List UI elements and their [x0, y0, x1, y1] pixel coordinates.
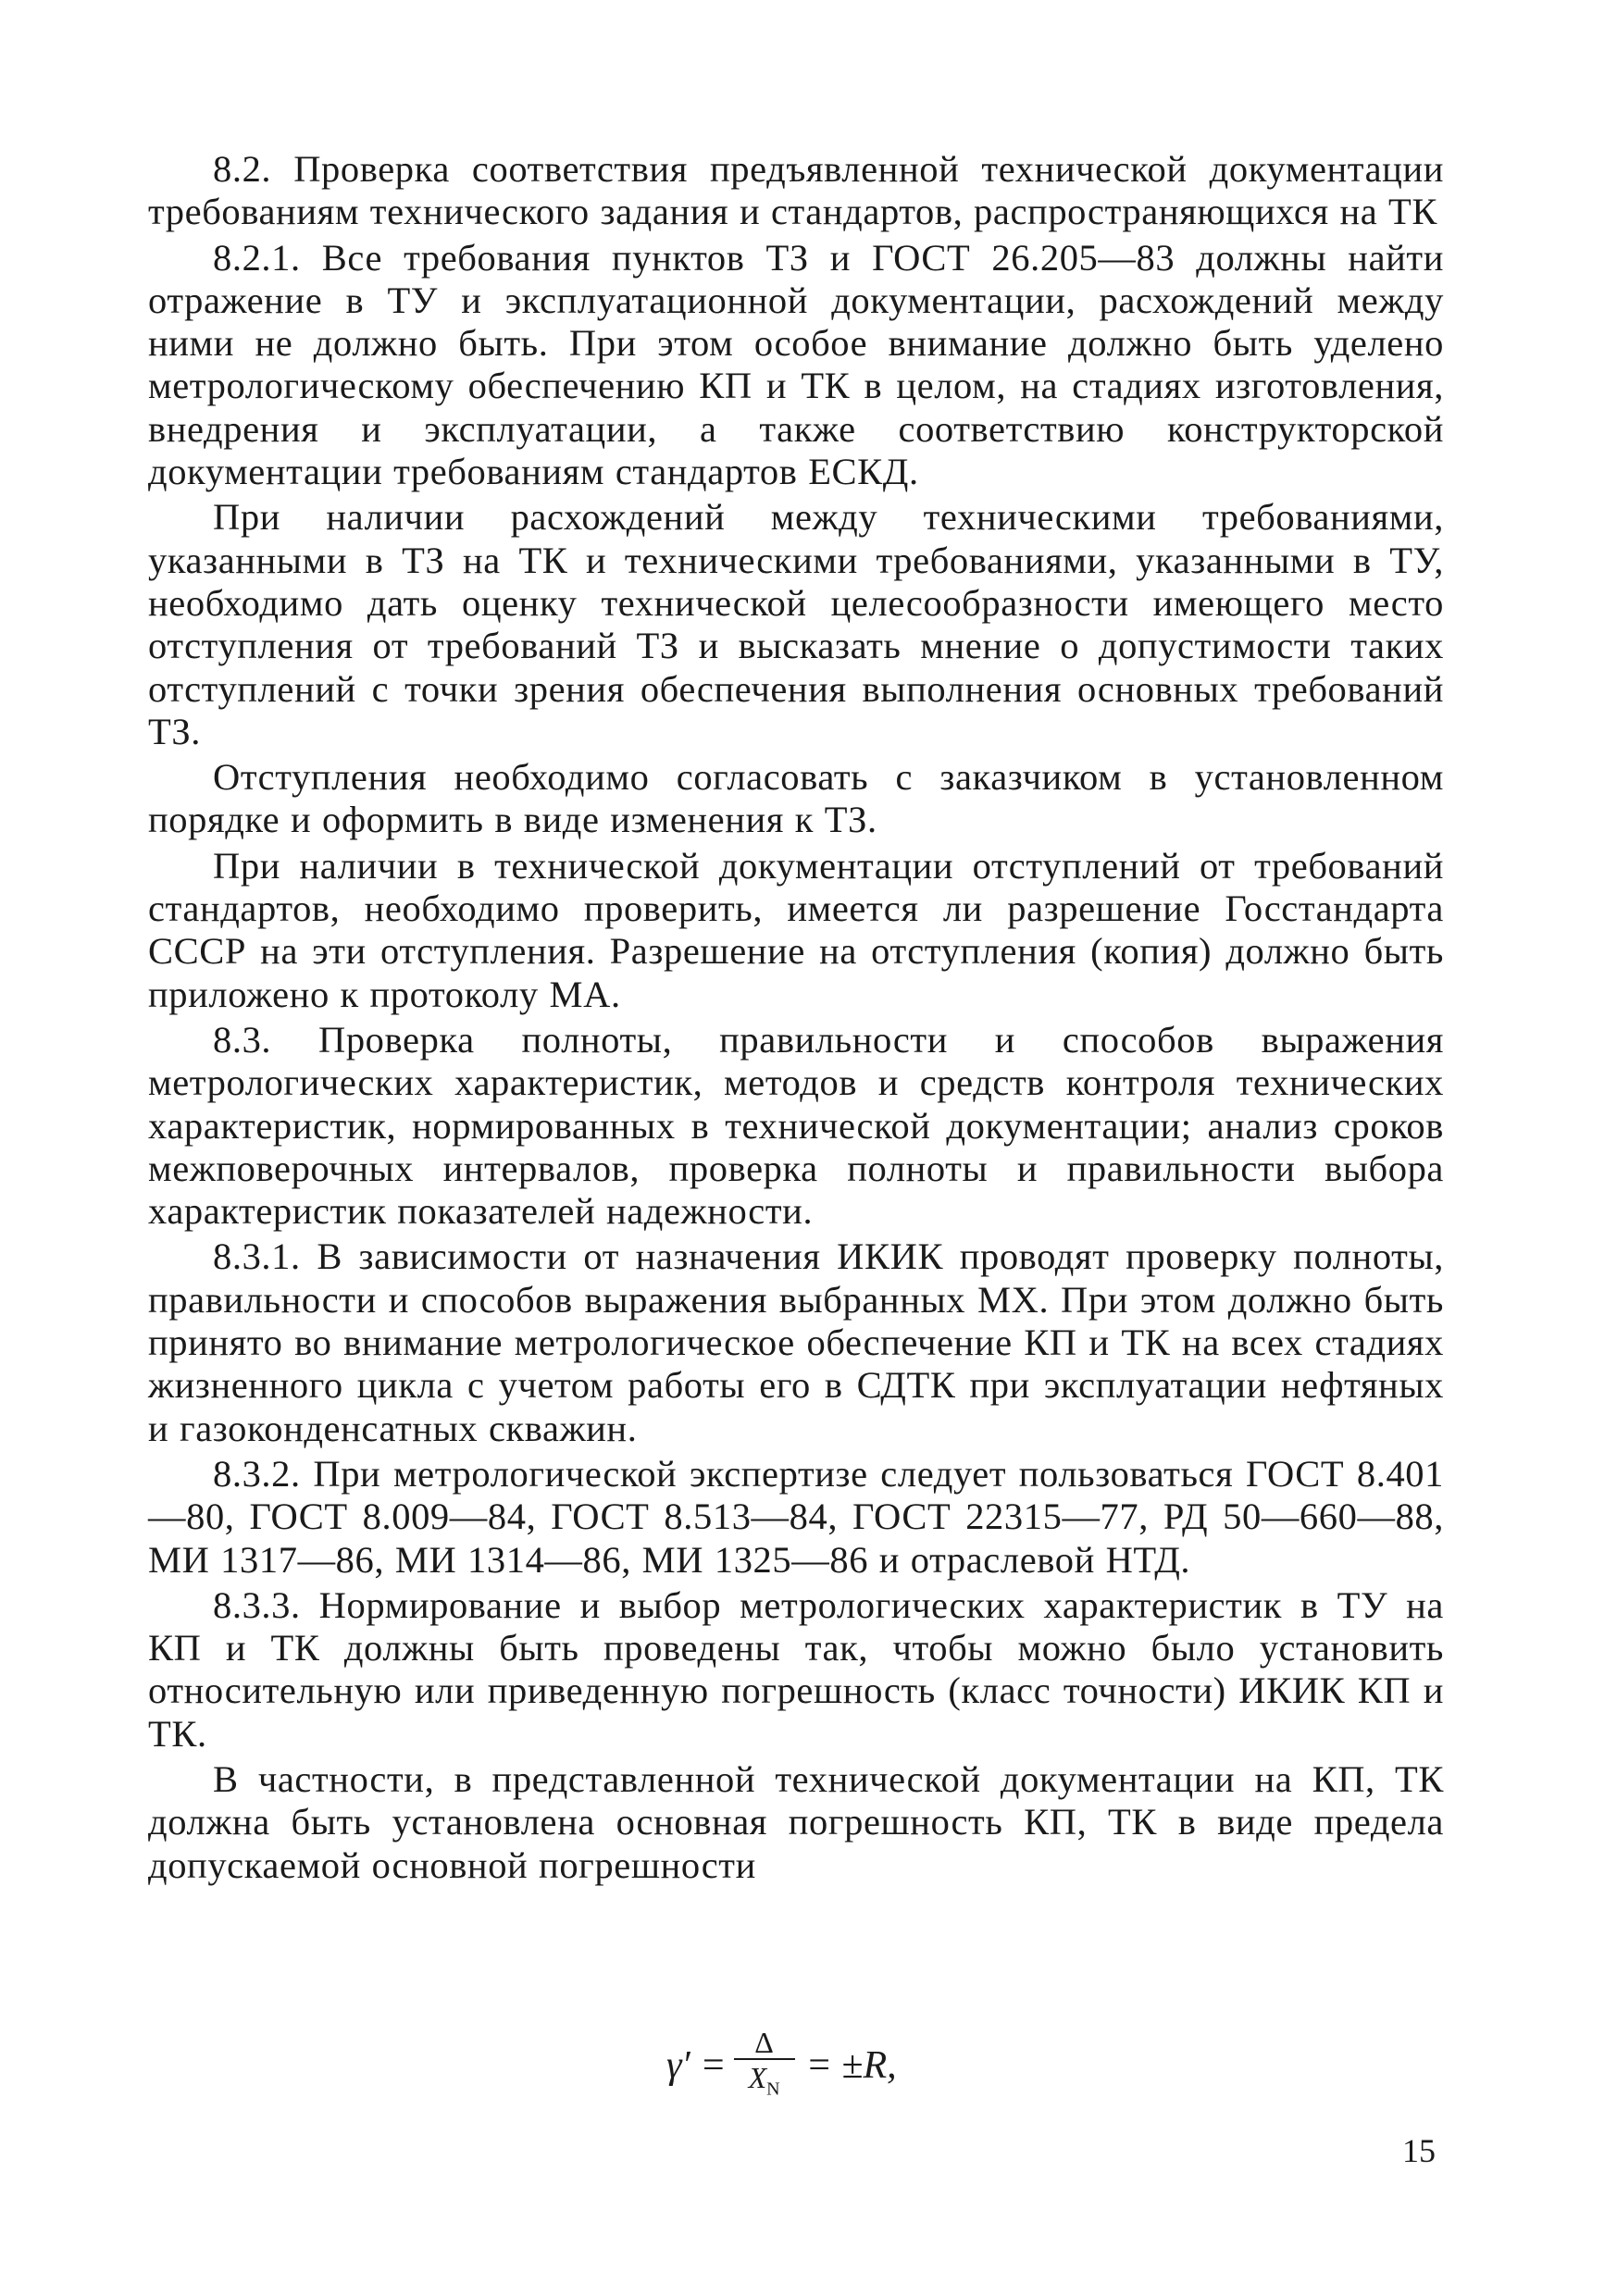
paragraph-8-3: 8.3. Проверка полноты, правильности и способов выражения метрологических характеристик, методов и средств контроля технических характеристик, нормированных в технической документации; анализ сроков межповерочных интервалов, проверка полноты и правильности выбора характеристик показателей надежности. — [148, 1018, 1444, 1233]
paragraph-deviations-agreement: Отступления необходимо согласовать с заказчиком в установленном порядке и оформить в виде изменения к ТЗ. — [148, 756, 1444, 841]
paragraph-8-2: 8.2. Проверка соответствия предъявленной технической документации требованиям технического задания и стандартов, распространяющихся на ТК — [148, 148, 1444, 233]
formula-denominator-subscript: N — [766, 2079, 780, 2100]
paragraph-8-3-2: 8.3.2. При метрологической экспертизе следует пользоваться ГОСТ 8.401—80, ГОСТ 8.009—84, ГОСТ 8.513—84, ГОСТ 22315—77, РД 50—660—88, МИ 1317—86, МИ 1314—86, МИ 1325—86 и отраслевой НТД. — [148, 1452, 1444, 1581]
paragraph-8-3-1: 8.3.1. В зависимости от назначения ИКИК проводят проверку полноты, правильности и способов выражения выбранных МХ. При этом должно быть принято во внимание метрологическое обеспечение КП и ТК на всех стадиях жизненного цикла с учетом работы его в СДТК при эксплуатации нефтяных и газоконденсатных скважин. — [148, 1235, 1444, 1449]
paragraph-basic-error: В частности, в представленной технической документации на КП, ТК должна быть установлена основная погрешность КП, ТК в виде предела допускаемой основной погрешности — [148, 1757, 1444, 1886]
paragraph-standards-deviations: При наличии в технической документации отступлений от требований стандартов, необходимо проверить, имеется ли разрешение Госстандарта СССР на эти отступления. Разрешение на отступления (копия) должно быть приложено к протоколу МА. — [148, 844, 1444, 1015]
page-number: 15 — [1402, 2132, 1436, 2169]
paragraph-discrepancies: При наличии расхождений между техническими требованиями, указанными в ТЗ на ТК и техническими требованиями, указанными в ТУ, необходимо дать оценку технической целесообразности имеющего место отступления от требований ТЗ и высказать мнение о допустимости таких отступлений с точки зрения обеспечения выполнения основных требований ТЗ. — [148, 496, 1444, 752]
formula-rhs: = ±R, — [805, 2044, 897, 2088]
paragraph-8-2-1: 8.2.1. Все требования пунктов ТЗ и ГОСТ 26.205—83 должны найти отражение в ТУ и эксплуатационной документации, расхождений между ними не должно быть. При этом особое внимание должно быть уделено метрологическому обеспечению КП и ТК в целом, на стадиях изготовления, внедрения и эксплуатации, а также соответствию конструкторской документации требованиям стандартов ЕСКД. — [148, 236, 1444, 493]
error-formula — [666, 2027, 897, 2104]
formula-numerator: Δ — [754, 2026, 774, 2059]
paragraph-8-3-3: 8.3.3. Нормирование и выбор метрологических характеристик в ТУ на КП и ТК должны быть проведены так, чтобы можно было установить относительную или приведенную погрешность (класс точности) ИКИК КП и ТК. — [148, 1583, 1444, 1755]
formula-lhs: γ′ = — [666, 2044, 727, 2088]
formula-denominator — [734, 2058, 795, 2104]
document-page — [148, 148, 1444, 1887]
formula-fraction — [734, 2027, 795, 2104]
formula-denominator-symbol: X — [748, 2061, 767, 2094]
